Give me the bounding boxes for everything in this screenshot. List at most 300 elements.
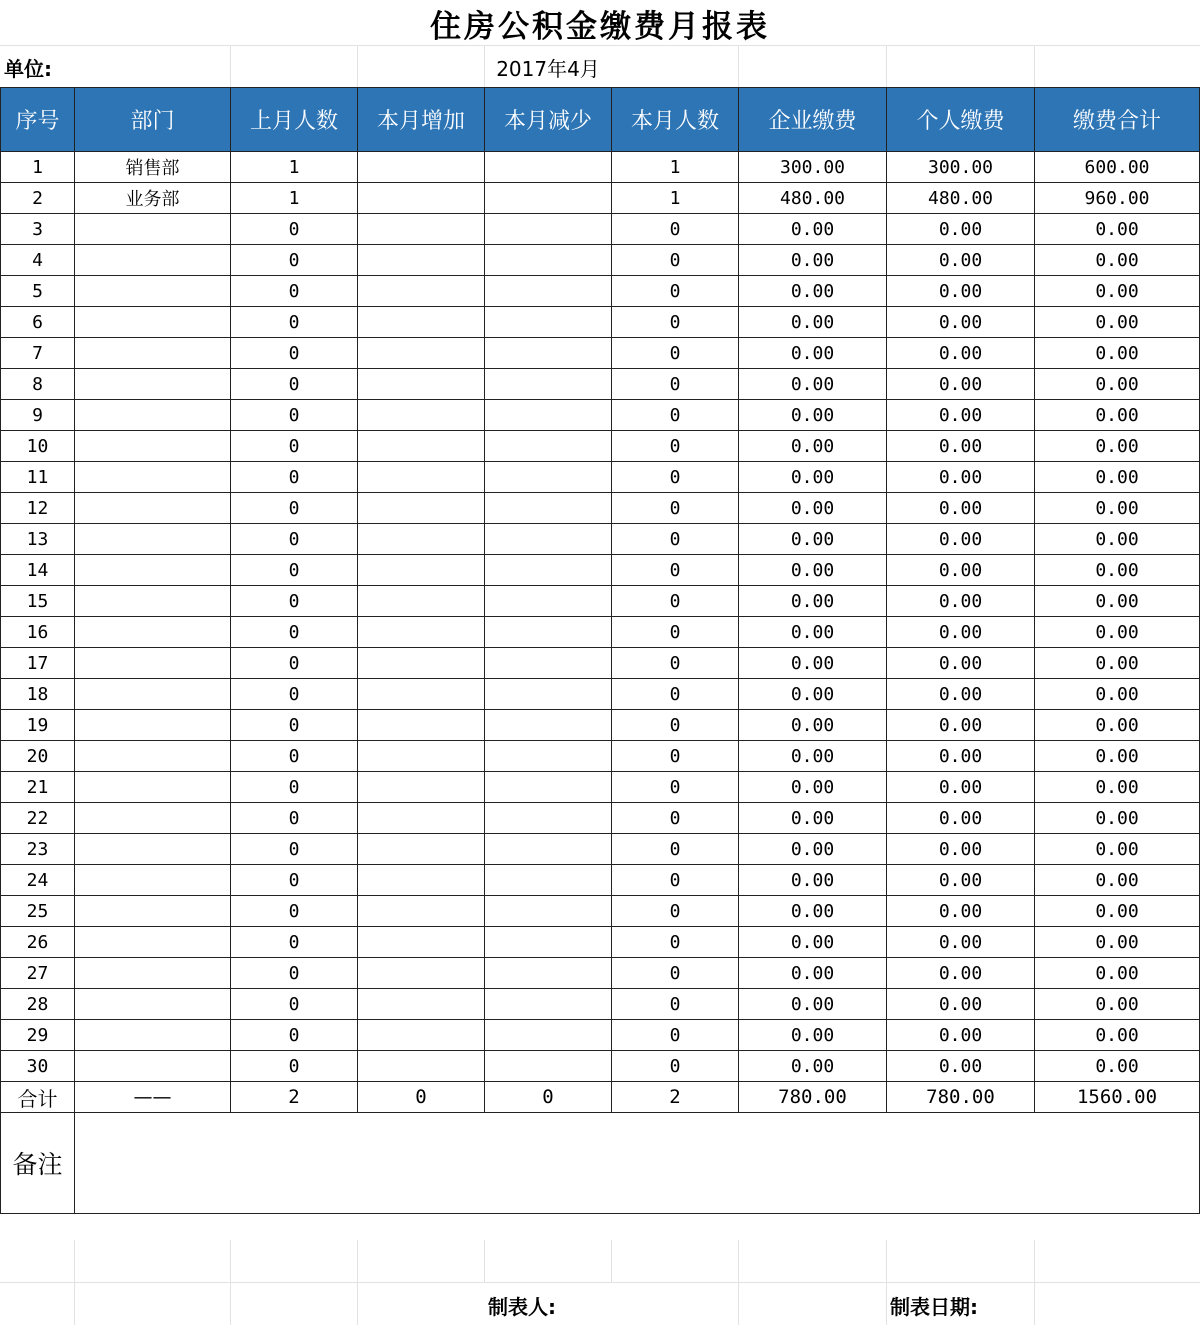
reduced-cell[interactable] (485, 276, 612, 307)
seq-cell[interactable]: 1 (1, 152, 75, 183)
prev-count-cell[interactable]: 0 (231, 648, 358, 679)
seq-cell[interactable]: 19 (1, 710, 75, 741)
current-count-cell[interactable]: 0 (612, 803, 739, 834)
added-cell[interactable] (358, 400, 485, 431)
company-pay-cell[interactable]: 0.00 (739, 307, 887, 338)
reduced-cell[interactable] (485, 741, 612, 772)
table-row (1, 462, 1200, 493)
company-pay-cell[interactable]: 0.00 (739, 865, 887, 896)
seq-cell[interactable]: 16 (1, 617, 75, 648)
dept-cell[interactable] (75, 896, 231, 927)
current-count-cell[interactable]: 0 (612, 1051, 739, 1082)
pay-total-cell[interactable]: 600.00 (1035, 152, 1200, 183)
added-cell[interactable] (358, 958, 485, 989)
dept-cell[interactable] (75, 927, 231, 958)
added-cell[interactable] (358, 927, 485, 958)
pay-total-cell[interactable]: 0.00 (1035, 276, 1200, 307)
col-header-current-count[interactable]: 本月人数 (612, 88, 739, 152)
added-cell[interactable] (358, 183, 485, 214)
personal-pay-cell[interactable]: 0.00 (887, 307, 1035, 338)
current-count-cell[interactable]: 1 (612, 183, 739, 214)
current-count-cell[interactable]: 0 (612, 648, 739, 679)
pay-total-cell[interactable]: 0.00 (1035, 803, 1200, 834)
current-count-cell[interactable]: 0 (612, 369, 739, 400)
prev-count-cell[interactable]: 0 (231, 307, 358, 338)
reduced-cell[interactable] (485, 896, 612, 927)
col-header-pay-total[interactable]: 缴费合计 (1035, 88, 1200, 152)
pay-total-cell[interactable]: 0.00 (1035, 493, 1200, 524)
current-count-cell[interactable]: 0 (612, 555, 739, 586)
added-cell[interactable] (358, 586, 485, 617)
table-row (1, 1020, 1200, 1051)
reduced-cell[interactable] (485, 772, 612, 803)
pay-total-cell[interactable]: 0.00 (1035, 214, 1200, 245)
reduced-cell[interactable] (485, 369, 612, 400)
pay-total-cell[interactable]: 0.00 (1035, 679, 1200, 710)
added-cell[interactable] (358, 1020, 485, 1051)
seq-cell[interactable]: 23 (1, 834, 75, 865)
current-count-cell[interactable]: 0 (612, 431, 739, 462)
col-header-company-pay[interactable]: 企业缴费 (739, 88, 887, 152)
company-pay-cell[interactable]: 0.00 (739, 493, 887, 524)
notes-label[interactable]: 备注 (1, 1113, 75, 1214)
pay-total-cell[interactable]: 0.00 (1035, 1051, 1200, 1082)
dept-cell[interactable] (75, 307, 231, 338)
added-cell[interactable] (358, 555, 485, 586)
pay-total-cell[interactable]: 0.00 (1035, 896, 1200, 927)
current-count-cell[interactable]: 0 (612, 679, 739, 710)
added-cell[interactable] (358, 679, 485, 710)
personal-pay-cell[interactable]: 0.00 (887, 493, 1035, 524)
seq-cell[interactable]: 6 (1, 307, 75, 338)
dept-cell[interactable] (75, 989, 231, 1020)
total-reduced[interactable]: 0 (485, 1082, 612, 1113)
reduced-cell[interactable] (485, 245, 612, 276)
personal-pay-cell[interactable]: 0.00 (887, 555, 1035, 586)
pay-total-cell[interactable]: 0.00 (1035, 524, 1200, 555)
dept-cell[interactable] (75, 586, 231, 617)
dept-cell[interactable] (75, 958, 231, 989)
seq-cell[interactable]: 2 (1, 183, 75, 214)
company-pay-cell[interactable]: 0.00 (739, 772, 887, 803)
prev-count-cell[interactable]: 0 (231, 865, 358, 896)
prev-count-cell[interactable]: 0 (231, 958, 358, 989)
reduced-cell[interactable] (485, 1020, 612, 1051)
reduced-cell[interactable] (485, 431, 612, 462)
seq-cell[interactable]: 12 (1, 493, 75, 524)
company-pay-cell[interactable]: 0.00 (739, 586, 887, 617)
company-pay-cell[interactable]: 0.00 (739, 338, 887, 369)
added-cell[interactable] (358, 338, 485, 369)
dept-cell[interactable] (75, 772, 231, 803)
company-pay-cell[interactable]: 0.00 (739, 462, 887, 493)
reduced-cell[interactable] (485, 989, 612, 1020)
total-added[interactable]: 0 (358, 1082, 485, 1113)
dept-cell[interactable] (75, 400, 231, 431)
pay-total-cell[interactable]: 0.00 (1035, 648, 1200, 679)
pay-total-cell[interactable]: 0.00 (1035, 741, 1200, 772)
personal-pay-cell[interactable]: 0.00 (887, 338, 1035, 369)
personal-pay-cell[interactable]: 0.00 (887, 865, 1035, 896)
seq-cell[interactable]: 9 (1, 400, 75, 431)
added-cell[interactable] (358, 1051, 485, 1082)
added-cell[interactable] (358, 245, 485, 276)
pay-total-cell[interactable]: 0.00 (1035, 245, 1200, 276)
added-cell[interactable] (358, 493, 485, 524)
current-count-cell[interactable]: 0 (612, 896, 739, 927)
reduced-cell[interactable] (485, 679, 612, 710)
company-pay-cell[interactable]: 0.00 (739, 431, 887, 462)
added-cell[interactable] (358, 865, 485, 896)
table-row (1, 927, 1200, 958)
seq-cell[interactable]: 3 (1, 214, 75, 245)
dept-cell[interactable]: 业务部 (75, 183, 231, 214)
pay-total-cell[interactable]: 0.00 (1035, 555, 1200, 586)
table-row (1, 245, 1200, 276)
col-header-added[interactable]: 本月增加 (358, 88, 485, 152)
reduced-cell[interactable] (485, 462, 612, 493)
seq-cell[interactable]: 25 (1, 896, 75, 927)
seq-cell[interactable]: 22 (1, 803, 75, 834)
dept-cell[interactable] (75, 741, 231, 772)
company-pay-cell[interactable]: 0.00 (739, 679, 887, 710)
current-count-cell[interactable]: 0 (612, 214, 739, 245)
pay-total-cell[interactable]: 0.00 (1035, 400, 1200, 431)
prev-count-cell[interactable]: 0 (231, 431, 358, 462)
company-pay-cell[interactable]: 0.00 (739, 710, 887, 741)
company-pay-cell[interactable]: 0.00 (739, 896, 887, 927)
company-pay-cell[interactable]: 0.00 (739, 927, 887, 958)
pay-total-cell[interactable]: 0.00 (1035, 865, 1200, 896)
personal-pay-cell[interactable]: 0.00 (887, 741, 1035, 772)
dept-cell[interactable] (75, 214, 231, 245)
company-pay-cell[interactable]: 0.00 (739, 276, 887, 307)
current-count-cell[interactable]: 0 (612, 400, 739, 431)
dept-cell[interactable] (75, 276, 231, 307)
col-header-seq[interactable]: 序号 (1, 88, 75, 152)
prev-count-cell[interactable]: 0 (231, 586, 358, 617)
seq-cell[interactable]: 10 (1, 431, 75, 462)
prev-count-cell[interactable]: 0 (231, 927, 358, 958)
company-pay-cell[interactable]: 0.00 (739, 648, 887, 679)
current-count-cell[interactable]: 0 (612, 772, 739, 803)
seq-cell[interactable]: 27 (1, 958, 75, 989)
prev-count-cell[interactable]: 0 (231, 245, 358, 276)
prev-count-cell[interactable]: 0 (231, 400, 358, 431)
personal-pay-cell[interactable]: 0.00 (887, 1020, 1035, 1051)
added-cell[interactable] (358, 710, 485, 741)
current-count-cell[interactable]: 0 (612, 617, 739, 648)
pay-total-cell[interactable]: 0.00 (1035, 772, 1200, 803)
personal-pay-cell[interactable]: 0.00 (887, 276, 1035, 307)
current-count-cell[interactable]: 0 (612, 834, 739, 865)
table-row (1, 183, 1200, 214)
personal-pay-cell[interactable]: 0.00 (887, 896, 1035, 927)
company-pay-cell[interactable]: 0.00 (739, 741, 887, 772)
added-cell[interactable] (358, 772, 485, 803)
prev-count-cell[interactable]: 0 (231, 1020, 358, 1051)
dept-cell[interactable] (75, 524, 231, 555)
company-pay-cell[interactable]: 0.00 (739, 555, 887, 586)
prev-count-cell[interactable]: 0 (231, 989, 358, 1020)
dept-cell[interactable] (75, 834, 231, 865)
seq-cell[interactable]: 14 (1, 555, 75, 586)
prev-count-cell[interactable]: 0 (231, 617, 358, 648)
added-cell[interactable] (358, 152, 485, 183)
pay-total-cell[interactable]: 0.00 (1035, 462, 1200, 493)
dept-cell[interactable] (75, 493, 231, 524)
personal-pay-cell[interactable]: 0.00 (887, 245, 1035, 276)
total-prev-count[interactable]: 2 (231, 1082, 358, 1113)
reduced-cell[interactable] (485, 927, 612, 958)
dept-cell[interactable] (75, 803, 231, 834)
personal-pay-cell[interactable]: 0.00 (887, 803, 1035, 834)
prev-count-cell[interactable]: 0 (231, 834, 358, 865)
current-count-cell[interactable]: 0 (612, 1020, 739, 1051)
personal-pay-cell[interactable]: 0.00 (887, 369, 1035, 400)
added-cell[interactable] (358, 648, 485, 679)
current-count-cell[interactable]: 0 (612, 865, 739, 896)
prev-count-cell[interactable]: 1 (231, 183, 358, 214)
personal-pay-cell[interactable]: 0.00 (887, 431, 1035, 462)
col-header-dept[interactable]: 部门 (75, 88, 231, 152)
prev-count-cell[interactable]: 0 (231, 524, 358, 555)
current-count-cell[interactable]: 0 (612, 741, 739, 772)
company-pay-cell[interactable]: 0.00 (739, 369, 887, 400)
current-count-cell[interactable]: 0 (612, 493, 739, 524)
total-personal-pay[interactable]: 780.00 (887, 1082, 1035, 1113)
current-count-cell[interactable]: 0 (612, 586, 739, 617)
col-header-reduced[interactable]: 本月减少 (485, 88, 612, 152)
dept-cell[interactable] (75, 1020, 231, 1051)
seq-cell[interactable]: 8 (1, 369, 75, 400)
company-pay-cell[interactable]: 0.00 (739, 524, 887, 555)
gridline (886, 45, 887, 87)
total-pay-total[interactable]: 1560.00 (1035, 1082, 1200, 1113)
total-current-count[interactable]: 2 (612, 1082, 739, 1113)
personal-pay-cell[interactable]: 0.00 (887, 214, 1035, 245)
current-count-cell[interactable]: 0 (612, 989, 739, 1020)
personal-pay-cell[interactable]: 0.00 (887, 648, 1035, 679)
prev-count-cell[interactable]: 0 (231, 555, 358, 586)
reduced-cell[interactable] (485, 555, 612, 586)
pay-total-cell[interactable]: 0.00 (1035, 1020, 1200, 1051)
personal-pay-cell[interactable]: 0.00 (887, 679, 1035, 710)
reduced-cell[interactable] (485, 865, 612, 896)
seq-cell[interactable]: 15 (1, 586, 75, 617)
col-header-prev-count[interactable]: 上月人数 (231, 88, 358, 152)
pay-total-cell[interactable]: 0.00 (1035, 989, 1200, 1020)
personal-pay-cell[interactable]: 0.00 (887, 958, 1035, 989)
personal-pay-cell[interactable]: 0.00 (887, 524, 1035, 555)
added-cell[interactable] (358, 989, 485, 1020)
current-count-cell[interactable]: 0 (612, 462, 739, 493)
added-cell[interactable] (358, 617, 485, 648)
total-dept-cell[interactable]: —— (75, 1082, 231, 1113)
seq-cell[interactable]: 18 (1, 679, 75, 710)
company-pay-cell[interactable]: 480.00 (739, 183, 887, 214)
added-cell[interactable] (358, 307, 485, 338)
seq-cell[interactable]: 5 (1, 276, 75, 307)
pay-total-cell[interactable]: 0.00 (1035, 369, 1200, 400)
dept-cell[interactable]: 销售部 (75, 152, 231, 183)
personal-pay-cell[interactable]: 0.00 (887, 710, 1035, 741)
added-cell[interactable] (358, 741, 485, 772)
company-pay-cell[interactable]: 300.00 (739, 152, 887, 183)
pay-total-cell[interactable]: 0.00 (1035, 586, 1200, 617)
personal-pay-cell[interactable]: 0.00 (887, 772, 1035, 803)
reduced-cell[interactable] (485, 183, 612, 214)
personal-pay-cell[interactable]: 0.00 (887, 586, 1035, 617)
dept-cell[interactable] (75, 245, 231, 276)
seq-cell[interactable]: 17 (1, 648, 75, 679)
dept-cell[interactable] (75, 648, 231, 679)
pay-total-cell[interactable]: 0.00 (1035, 617, 1200, 648)
personal-pay-cell[interactable]: 480.00 (887, 183, 1035, 214)
dept-cell[interactable] (75, 1051, 231, 1082)
total-company-pay[interactable]: 780.00 (739, 1082, 887, 1113)
personal-pay-cell[interactable]: 0.00 (887, 927, 1035, 958)
current-count-cell[interactable]: 0 (612, 338, 739, 369)
seq-cell[interactable]: 7 (1, 338, 75, 369)
seq-cell[interactable]: 13 (1, 524, 75, 555)
dept-cell[interactable] (75, 617, 231, 648)
company-pay-cell[interactable]: 0.00 (739, 400, 887, 431)
current-count-cell[interactable]: 1 (612, 152, 739, 183)
pay-total-cell[interactable]: 960.00 (1035, 183, 1200, 214)
prev-count-cell[interactable]: 0 (231, 276, 358, 307)
reduced-cell[interactable] (485, 400, 612, 431)
reduced-cell[interactable] (485, 958, 612, 989)
pay-total-cell[interactable]: 0.00 (1035, 834, 1200, 865)
added-cell[interactable] (358, 462, 485, 493)
table-row (1, 617, 1200, 648)
dept-cell[interactable] (75, 369, 231, 400)
pay-total-cell[interactable]: 0.00 (1035, 958, 1200, 989)
personal-pay-cell[interactable]: 300.00 (887, 152, 1035, 183)
added-cell[interactable] (358, 369, 485, 400)
prev-count-cell[interactable]: 0 (231, 803, 358, 834)
dept-cell[interactable] (75, 338, 231, 369)
prev-count-cell[interactable]: 1 (231, 152, 358, 183)
added-cell[interactable] (358, 276, 485, 307)
company-pay-cell[interactable]: 0.00 (739, 989, 887, 1020)
reduced-cell[interactable] (485, 307, 612, 338)
seq-cell[interactable]: 11 (1, 462, 75, 493)
seq-cell[interactable]: 4 (1, 245, 75, 276)
current-count-cell[interactable]: 0 (612, 524, 739, 555)
table-row (1, 493, 1200, 524)
prev-count-cell[interactable]: 0 (231, 679, 358, 710)
personal-pay-cell[interactable]: 0.00 (887, 834, 1035, 865)
personal-pay-cell[interactable]: 0.00 (887, 462, 1035, 493)
gridline (1034, 45, 1035, 87)
company-pay-cell[interactable]: 0.00 (739, 803, 887, 834)
added-cell[interactable] (358, 896, 485, 927)
reduced-cell[interactable] (485, 1051, 612, 1082)
notes-cell[interactable] (75, 1113, 1200, 1214)
company-pay-cell[interactable]: 0.00 (739, 245, 887, 276)
pay-total-cell[interactable]: 0.00 (1035, 307, 1200, 338)
company-pay-cell[interactable]: 0.00 (739, 617, 887, 648)
personal-pay-cell[interactable]: 0.00 (887, 400, 1035, 431)
reduced-cell[interactable] (485, 834, 612, 865)
added-cell[interactable] (358, 803, 485, 834)
added-cell[interactable] (358, 524, 485, 555)
dept-cell[interactable] (75, 462, 231, 493)
prev-count-cell[interactable]: 0 (231, 1051, 358, 1082)
reduced-cell[interactable] (485, 338, 612, 369)
current-count-cell[interactable]: 0 (612, 710, 739, 741)
seq-cell[interactable]: 20 (1, 741, 75, 772)
prev-count-cell[interactable]: 0 (231, 214, 358, 245)
current-count-cell[interactable]: 0 (612, 276, 739, 307)
company-pay-cell[interactable]: 0.00 (739, 214, 887, 245)
prev-count-cell[interactable]: 0 (231, 493, 358, 524)
seq-cell[interactable]: 21 (1, 772, 75, 803)
reduced-cell[interactable] (485, 710, 612, 741)
prev-count-cell[interactable]: 0 (231, 369, 358, 400)
prev-count-cell[interactable]: 0 (231, 896, 358, 927)
reduced-cell[interactable] (485, 648, 612, 679)
current-count-cell[interactable]: 0 (612, 927, 739, 958)
total-label[interactable]: 合计 (1, 1082, 75, 1113)
seq-cell[interactable]: 29 (1, 1020, 75, 1051)
gridline (886, 1240, 887, 1325)
dept-cell[interactable] (75, 710, 231, 741)
dept-cell[interactable] (75, 865, 231, 896)
current-count-cell[interactable]: 0 (612, 245, 739, 276)
pay-total-cell[interactable]: 0.00 (1035, 927, 1200, 958)
personal-pay-cell[interactable]: 0.00 (887, 1051, 1035, 1082)
personal-pay-cell[interactable]: 0.00 (887, 989, 1035, 1020)
reduced-cell[interactable] (485, 803, 612, 834)
pay-total-cell[interactable]: 0.00 (1035, 710, 1200, 741)
prev-count-cell[interactable]: 0 (231, 772, 358, 803)
prev-count-cell[interactable]: 0 (231, 338, 358, 369)
reduced-cell[interactable] (485, 524, 612, 555)
seq-cell[interactable]: 26 (1, 927, 75, 958)
prev-count-cell[interactable]: 0 (231, 710, 358, 741)
reduced-cell[interactable] (485, 152, 612, 183)
reduced-cell[interactable] (485, 586, 612, 617)
company-pay-cell[interactable]: 0.00 (739, 958, 887, 989)
added-cell[interactable] (358, 834, 485, 865)
seq-cell[interactable]: 28 (1, 989, 75, 1020)
seq-cell[interactable]: 30 (1, 1051, 75, 1082)
pay-total-cell[interactable]: 0.00 (1035, 338, 1200, 369)
company-pay-cell[interactable]: 0.00 (739, 1051, 887, 1082)
personal-pay-cell[interactable]: 0.00 (887, 617, 1035, 648)
reduced-cell[interactable] (485, 214, 612, 245)
reduced-cell[interactable] (485, 493, 612, 524)
seq-cell[interactable]: 24 (1, 865, 75, 896)
added-cell[interactable] (358, 431, 485, 462)
col-header-personal-pay[interactable]: 个人缴费 (887, 88, 1035, 152)
prev-count-cell[interactable]: 0 (231, 462, 358, 493)
company-pay-cell[interactable]: 0.00 (739, 1020, 887, 1051)
company-pay-cell[interactable]: 0.00 (739, 834, 887, 865)
dept-cell[interactable] (75, 555, 231, 586)
pay-total-cell[interactable]: 0.00 (1035, 431, 1200, 462)
reduced-cell[interactable] (485, 617, 612, 648)
added-cell[interactable] (358, 214, 485, 245)
dept-cell[interactable] (75, 679, 231, 710)
current-count-cell[interactable]: 0 (612, 958, 739, 989)
dept-cell[interactable] (75, 431, 231, 462)
prev-count-cell[interactable]: 0 (231, 741, 358, 772)
current-count-cell[interactable]: 0 (612, 307, 739, 338)
